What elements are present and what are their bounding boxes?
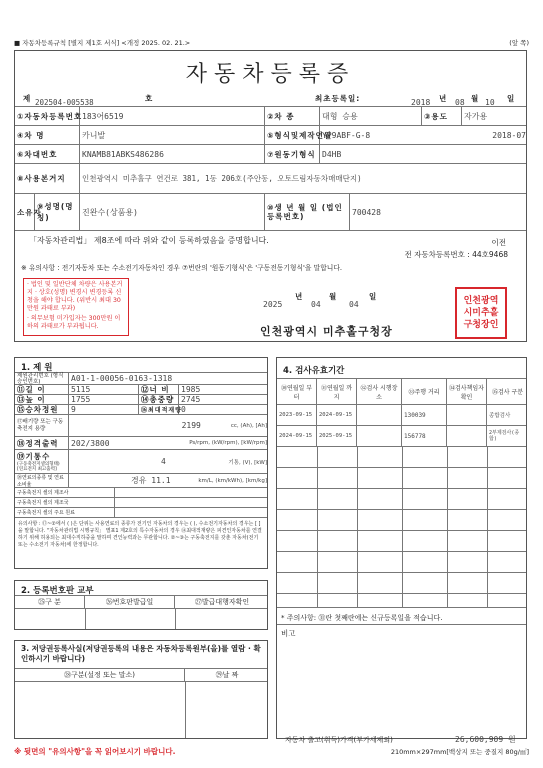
first-reg-year: 2018 [411, 98, 431, 107]
usage-label: ③용도 [422, 107, 462, 125]
upper-section [14, 50, 527, 342]
paper-spec: 210mm×297mm[백상지 또는 중질지 80g/㎡] [390, 748, 529, 756]
battery-country-label: 구동축전지 셀의 제조국 [15, 498, 115, 507]
insp-row1-officer [447, 405, 487, 425]
approval-label: 제원관리번호 (형식승인번호) [15, 373, 69, 384]
insp-row1-kind: 종합검사 [489, 413, 511, 419]
inspection-table [277, 378, 526, 608]
plate-section [14, 580, 268, 630]
capacity-value: 9 [69, 405, 139, 414]
insp-row2-to: 2025-09-15 [317, 426, 357, 446]
insp-row1-to: 2024-09-15 [317, 405, 357, 425]
insp-row1-from: 2023-09-15 [277, 405, 317, 425]
first-reg-year-label: 년 [439, 94, 448, 103]
height-label: ⑬높 이 [15, 395, 69, 404]
insp-row1-place [357, 405, 402, 425]
insp-row1-km: 130039 [402, 405, 447, 425]
battery-maker-label: 구동축전지 셀의 제조사 [15, 488, 115, 497]
cylinder-cell [69, 450, 269, 473]
model-name-label: ④차 명 [15, 126, 80, 144]
height-value: 1755 [69, 395, 139, 404]
red-notice-1: · 법인 및 일반단체 차량은 사용본거지 · 상호(성명) 변경시 변경등록 신청을 해야 합니다. (위반시 최대 30만원 과태료 부과) [27, 281, 123, 312]
usage-value: 자가용 [464, 111, 488, 121]
capacity-label: ⑮승차정원 [15, 405, 69, 414]
width-label: ⑫너 비 [139, 385, 179, 394]
birth-value: 700428 [352, 207, 381, 217]
gross-weight-value: 2745 [181, 395, 201, 404]
cylinder-unit: 기통, (V), [kW] [228, 459, 267, 466]
regulation-text: ■ 자동차등록규칙 [별지 제1호 서식] <개정 2025. 02. 21.> [14, 39, 191, 47]
engine-type-value: D4HB [322, 149, 342, 159]
manufacture-date: 2018-07 [492, 130, 526, 140]
issue-year: 2025 [263, 300, 283, 309]
issue-date [263, 291, 413, 321]
cylinder-label-cell [15, 450, 69, 473]
cylinder-value: 4 [161, 457, 166, 466]
fuel-cell [69, 474, 269, 487]
width-value: 1985 [181, 385, 201, 394]
insp-row2-kind: 2부제검사(종합) [489, 430, 520, 442]
displacement-value: 2199 [181, 421, 201, 430]
insp-col-kind: ㉟검사 구분 [491, 389, 524, 396]
first-reg-month: 08 [455, 98, 465, 107]
reg-no-line [15, 91, 526, 107]
lien-col-kind: ㉘구분(설정 또는 말소) [15, 669, 185, 681]
insp-row2-officer [447, 426, 487, 446]
model-name-value: 카니발 [80, 126, 265, 144]
fuel-value: 경유 11.1 [131, 476, 171, 485]
cylinder-sub: (구동축전지셀의형태) [연료전지 최고출력] [17, 462, 60, 472]
length-label: ⑪길 이 [15, 385, 69, 394]
plate-title: 2. 등록번호판 교부 [21, 586, 94, 596]
vehicle-type-label: ②차 종 [265, 107, 320, 125]
price-label: 자동차 출고(취득)가격(부가세제외) [285, 736, 393, 744]
max-load-label: ⑯최대적재량 [141, 407, 182, 414]
insp-row2-place [357, 426, 402, 446]
reg-number-value: 183어6519 [80, 107, 265, 125]
red-notice-box [23, 278, 129, 336]
issue-day: 04 [349, 300, 359, 309]
vin-value: KNAMB81ABKS486286 [80, 145, 265, 163]
price-value: 26,600,909 원 [455, 735, 516, 744]
reg-number-label: ①자동차등록번호 [15, 107, 80, 125]
spec-section [14, 357, 268, 569]
base-location-value: 인천광역시 미추홀구 연건로 381, 1동 206호(주안동, 오토드림자동차매매단지) [82, 174, 362, 183]
lien-title: 3. 저당권등록사실(저당권등록의 내용은 자동차등록원부(을)를 열람 · 확인하시기 바랍니다) [21, 644, 261, 663]
owner-name-value: 진완수(상품용) [80, 194, 265, 230]
first-reg-label: 최초등록일: [315, 94, 361, 103]
power-label: ⑱정격출력 [15, 437, 69, 449]
model-type-label: ⑤형식및제작연월 [265, 126, 320, 144]
battery-material-label: 구동축전지 셀의 주요 원료 [15, 508, 115, 517]
issue-year-label: 년 [295, 292, 304, 301]
issuer-name: 인천광역시 미추홀구청장 [260, 325, 393, 338]
no-label: 제 [23, 94, 32, 103]
previous-reg-number: 전 자동차등록번호 : 44호9468 [404, 250, 508, 259]
lien-section [14, 640, 268, 739]
issue-day-label: 일 [369, 292, 378, 301]
doc-number: 202504-005538 [35, 98, 94, 107]
vin-label: ⑥차대번호 [15, 145, 80, 163]
issue-month-label: 월 [329, 292, 338, 301]
issue-month: 04 [311, 300, 321, 309]
first-reg-day: 10 [485, 98, 495, 107]
max-load-value: 0 [181, 405, 186, 414]
base-location-label: ⑧사용본거지 [15, 164, 80, 193]
first-reg-day-label: 일 [507, 94, 516, 103]
power-cell [69, 437, 269, 449]
insp-col-from: ㉚연월일 부터 [277, 379, 317, 404]
lien-col-date: ㉙날 짜 [215, 671, 239, 679]
insp-col-to: ㉛연월일 까지 [317, 379, 357, 404]
owner-name-label: ⑨성명(명칭) [35, 194, 80, 230]
displacement-cell [69, 415, 269, 436]
spec-warning: 유의사항 : ⑰~②에서 ( )은 단위는 사용연료의 종류가 전기인 자동차의 경우는 ( ), 수소전기자동차의 경우는 [ ]을 말합니다. "자동차관리법 시행규칙」 별표1 제2호의 특수자동차의 경우 ⑭최대적재량은 피견인자동차를 연결하기 위해 허용되는 최대수직하중을 말하며 견인능력과는 무관합니다. ②~③는 구동축전지를 갖춘 자동차(전기 또는 수소전기 자동차)에 한정합니다. [18, 521, 262, 548]
insp-col-km: ㉝주행 거리 [402, 379, 447, 404]
document-title: 자동차등록증 [185, 62, 356, 87]
footer-warning: ※ 뒷면의 "유의사항"을 꼭 읽어보시기 바랍니다. [14, 747, 176, 756]
transfer-label: 이전 [491, 238, 506, 247]
insp-row2-km: 156778 [402, 426, 447, 446]
vehicle-type-value: 대형 승용 [320, 107, 422, 125]
plate-col-kind: ㉕구 분 [15, 596, 85, 608]
first-reg-month-label: 월 [471, 94, 480, 103]
electric-note: ※ 유의사항 : 전기자동차 또는 수소전기자동차인 경우 ⑦번란의 '원동기형식'은 '구동전동기형식'을 말합니다. [21, 264, 343, 272]
engine-type-label: ⑦원동기형식 [265, 145, 320, 163]
inspection-section [276, 357, 527, 739]
inspection-note: * 주의사항: ㉛란 첫째란에는 신규등록일을 적습니다. [281, 614, 443, 622]
certification-text: 「자동차관리법」 제8조에 따라 위와 같이 등록하였음을 증명합니다. [29, 236, 269, 245]
remarks-label: 비고 [281, 629, 296, 638]
inspection-title: 4. 검사유효기간 [283, 366, 345, 376]
red-notice-2: · 의무보험 미가입자는 300만원 이하의 과태료가 부과됩니다. [27, 315, 121, 330]
power-value: 202/3800 [71, 438, 110, 448]
seal-text: 인천광역시미추홀구청장인 [463, 296, 499, 330]
plate-col-agent: ㉗발급대행자확인 [194, 598, 250, 606]
cylinder-label: ⑲기통수 [17, 452, 51, 461]
page-side: (앞 쪽) [509, 39, 529, 47]
ho-label: 호 [145, 94, 154, 103]
spec-title: 1. 제 원 [21, 363, 53, 373]
displacement-unit: cc, (Ah), [Ah] [230, 422, 267, 429]
vehicle-fields-table [15, 107, 526, 230]
displacement-label: ⑰배기량 또는 구동축전지 용량 [15, 415, 69, 436]
insp-col-place: ㉜검사 시행장소 [357, 379, 402, 404]
insp-row2-from: 2024-09-15 [277, 426, 317, 446]
model-type-cell [320, 126, 528, 144]
power-unit: Ps/rpm, (kW/rpm), [kW/rpm] [189, 440, 267, 446]
official-seal [455, 287, 507, 339]
length-value: 5115 [69, 385, 139, 394]
fuel-label: ⑳연료의종류 및 연료소비율 [15, 474, 69, 487]
approval-value: A01-1-00056-0163-1318 [71, 374, 173, 383]
gross-weight-label: ⑭총중량 [139, 395, 179, 404]
fuel-unit: km/L, (km/kWh), [km/kg] [198, 477, 267, 484]
birth-label: ⑩생 년 월 일 (법인등록번호) [265, 194, 350, 230]
insp-col-officer: ㉞검사책임자 확인 [447, 379, 487, 404]
model-type-value: YP9ABF-G-8 [322, 130, 371, 140]
plate-col-date: ㉖번호판발급일 [85, 596, 175, 608]
owner-label: 소유자 [15, 194, 35, 230]
